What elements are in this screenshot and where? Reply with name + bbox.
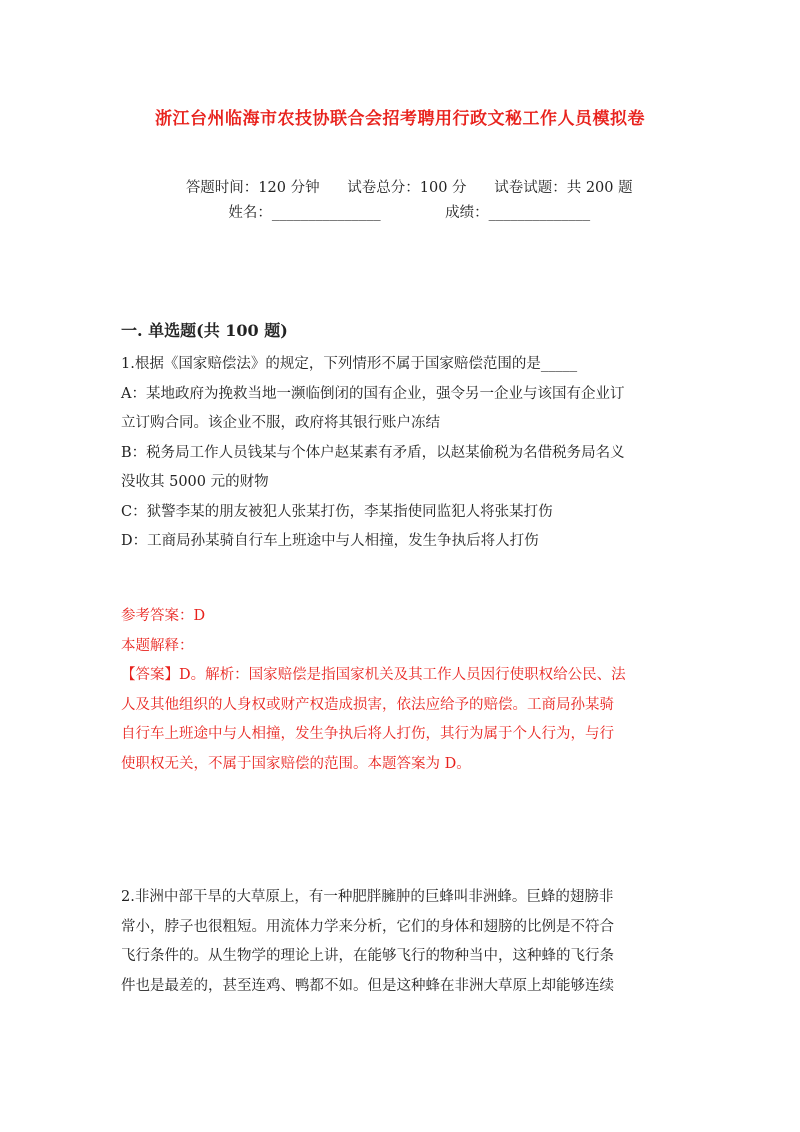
explanation-line: 使职权无关，不属于国家赔偿的范围。本题答案为 D。 [121, 755, 471, 772]
section-heading: 一. 单选题(共 100 题) [121, 321, 288, 340]
name-field-label: 姓名：_______________ [228, 205, 381, 221]
explanation-line: 自行车上班途中与人相撞，发生争执后将人打伤，其行为属于个人行为，与行 [121, 726, 614, 742]
question-1-option-a-line2: 立订购合同。该企业不服，政府将其银行账户冻结 [121, 415, 440, 431]
reference-answer: 参考答案：D [121, 608, 206, 624]
question-2 [121, 883, 681, 1001]
document-title: 浙江台州临海市农技协联合会招考聘用行政文秘工作人员模拟卷 [155, 109, 645, 129]
exam-time: 答题时间：120 分钟 [185, 180, 320, 196]
question-1-option-a-line1: A：某地政府为挽救当地一濒临倒闭的国有企业，强令另一企业与该国有企业订 [121, 385, 625, 402]
question-1-answer-block [121, 602, 681, 779]
question-2-line: 2.非洲中部干旱的大草原上，有一种肥胖臃肿的巨蜂叫非洲蜂。巨蜂的翅膀非 [121, 889, 614, 905]
explanation-line: 【答案】D。解析：国家赔偿是指国家机关及其工作人员因行使职权给公民、法 [121, 667, 626, 683]
explanation-line: 人及其他组织的人身权或财产权造成损害，依法应给予的赔偿。工商局孙某骑 [121, 696, 614, 713]
explanation-label: 本题解释： [121, 637, 194, 654]
question-1-option-b-line1: B：税务局工作人员钱某与个体户赵某素有矛盾，以赵某偷税为名借税务局名义 [121, 444, 625, 461]
question-2-line: 飞行条件的。从生物学的理论上讲，在能够飞行的物种当中，这种蜂的飞行条 [121, 948, 614, 964]
question-1-stem: 1.根据《国家赔偿法》的规定，下列情形不属于国家赔偿范围的是_____ [121, 356, 578, 372]
question-1 [121, 350, 681, 557]
question-1-option-b-line2: 没收其 5000 元的财物 [121, 474, 269, 490]
question-2-line: 常小，脖子也很粗短。用流体力学来分析，它们的身体和翅膀的比例是不符合 [121, 918, 614, 935]
question-1-option-c: C：狱警李某的朋友被犯人张某打伤，李某指使同监犯人将张某打伤 [121, 503, 553, 520]
question-2-line: 件也是最差的，甚至连鸡、鸭都不如。但是这种蜂在非洲大草原上却能够连续 [121, 977, 614, 994]
score-field-label: 成绩：______________ [445, 205, 591, 221]
exam-name-score-line [0, 185, 800, 238]
exam-total-score: 试卷总分：100 分 [347, 180, 467, 196]
exam-question-count: 试卷试题：共 200 题 [494, 180, 633, 196]
question-1-option-d: D：工商局孙某骑自行车上班途中与人相撞，发生争执后将人打伤 [121, 533, 539, 549]
